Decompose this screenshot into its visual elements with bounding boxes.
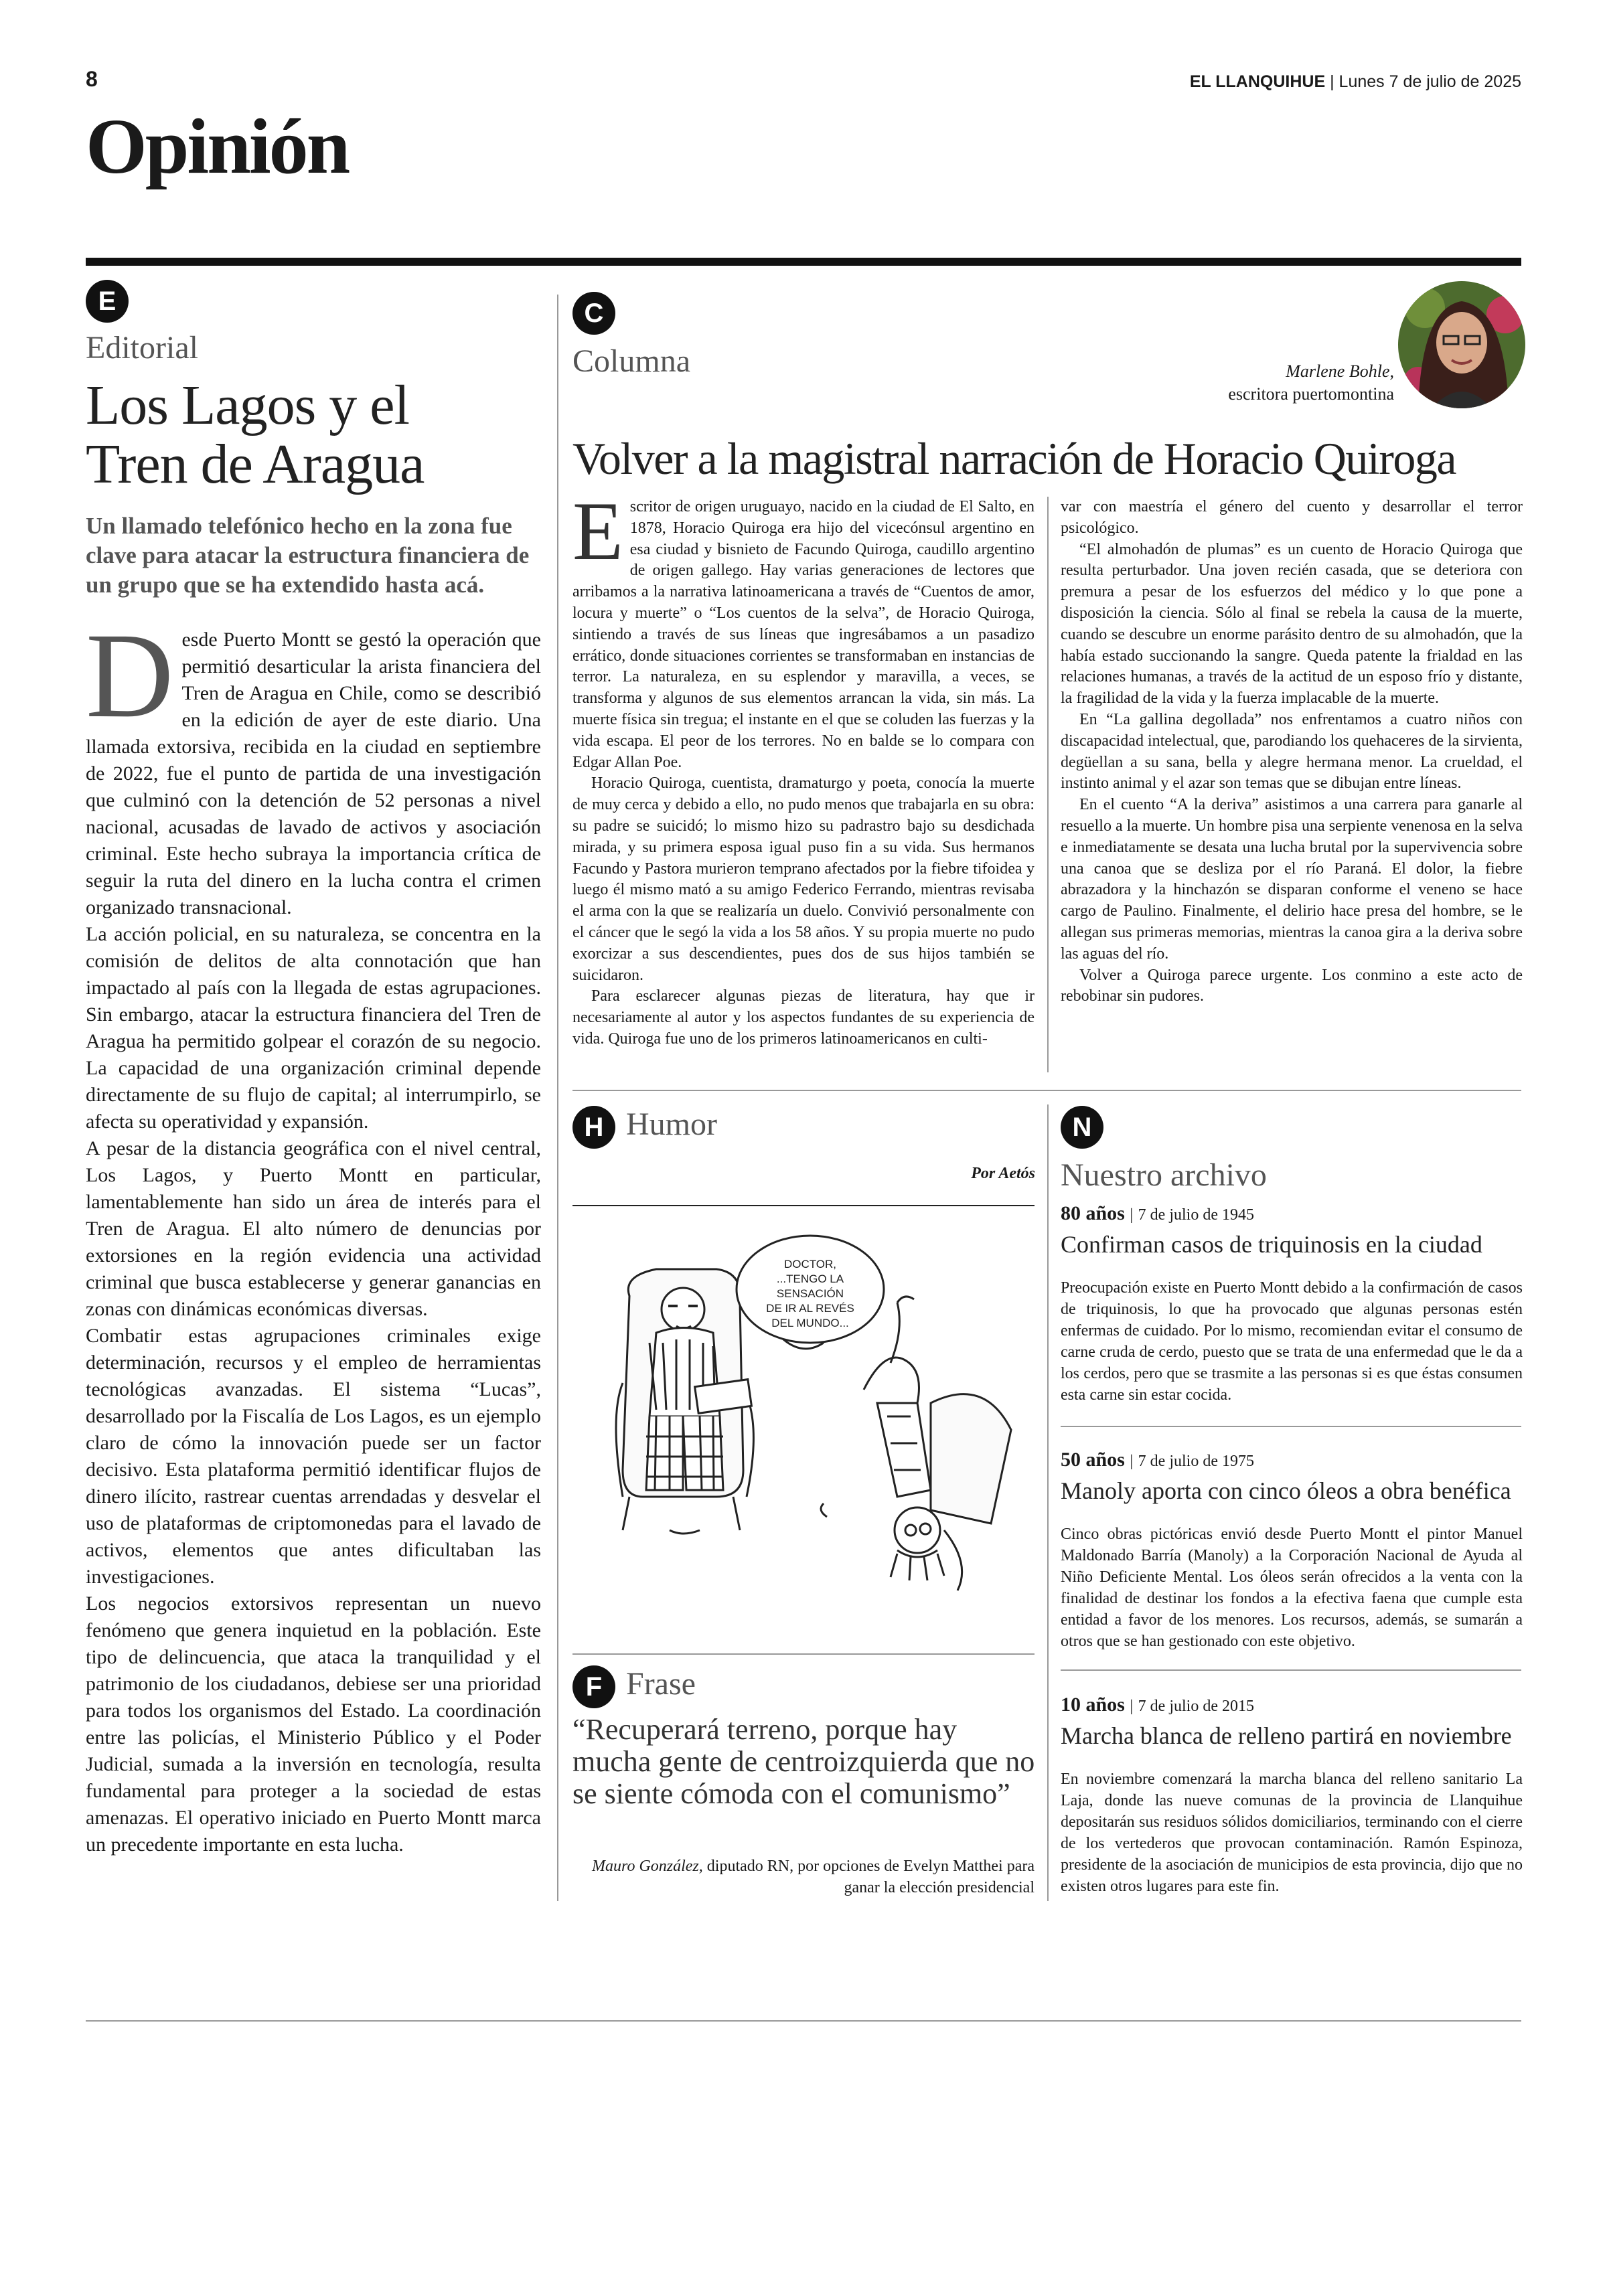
column-inner-divider [1047, 497, 1049, 1072]
column-paragraph: var con maestría el género del cuento y desarrollar el terror psicológico. [1061, 498, 1523, 537]
column-badge: C [572, 292, 615, 335]
column-paragraph: Volver a Quiroga parece urgente. Los conmino a este acto de rebobinar sin pudores. [1061, 966, 1523, 1005]
archive-headline: Confirman casos de triquinosis en la ciudad [1061, 1231, 1482, 1258]
humor-archive-divider [1047, 1104, 1049, 1901]
cartoon-top-rule [572, 1205, 1035, 1206]
cartoon-speech-line: DOCTOR, [783, 1258, 837, 1270]
humor-credit: Por Aetós [971, 1165, 1035, 1182]
archive-years: 10 años [1061, 1694, 1125, 1716]
frase-kicker: Frase [626, 1666, 696, 1702]
column-headline: Volver a la magistral narración de Horacio Quiroga [572, 433, 1456, 484]
frase-context: diputado RN, por opciones de Evelyn Matthei para ganar la elección presidencial [702, 1858, 1035, 1896]
editorial-badge: E [86, 280, 129, 323]
archive-date: 7 de julio de 1945 [1138, 1206, 1254, 1224]
column-paragraph: Para esclarecer algunas piezas de literatura, hay que ir necesariamente al autor y los aspectos fundantes de su experiencia de vida. Quiroga fue uno de los primeros latinoamericanos en culti- [572, 987, 1035, 1048]
archive-years: 80 años [1061, 1202, 1125, 1224]
column-bottom-rule [572, 1090, 1521, 1091]
cartoon-speech-line: SENSACIÓN [776, 1287, 844, 1300]
column-body-right [1061, 497, 1523, 1007]
archive-kicker: Nuestro archivo [1061, 1157, 1267, 1193]
editorial-deck: Un llamado telefónico hecho en la zona fue clave para atacar la estructura financiera de un grupo que se ha extendido hasta acá. [86, 513, 530, 598]
column-author [1228, 360, 1394, 406]
archive-date: 7 de julio de 2015 [1138, 1698, 1254, 1715]
archive-body: Cinco obras pictóricas envió desde Puerto Montt el pintor Manuel Maldonado Barría (Manoly) a la Corporación Nacional de Ayuda al Niño Deficiente Mental. Los óleos serán ofrecidos a la venta con la finalidad de destinar los fondos a la efectiva faena que cumple esta entidad a favor de los menores. Los recursos, además, se sumarán a otros que se han gestionado con este objetivo. [1061, 1526, 1523, 1650]
editorial-kicker: Editorial [86, 330, 198, 365]
masthead [1190, 72, 1521, 92]
humor-kicker: Humor [626, 1106, 717, 1142]
editorial-body [86, 608, 541, 1858]
frase-author: Mauro González, [592, 1858, 703, 1875]
column-paragraph: Horacio Quiroga, cuentista, dramaturgo y poeta, conocía la muerte de muy cerca y debido a ello, no pudo menos que trabajarla en su obra: su padre se suicidó; lo mismo hizo su padrastro bajo su desdichada mirada, y su primera esposa igual puso fin a su vida. Sus hermanos Facundo y Pastora murieron temprano afectados por la fiebre tifoidea y luego él mismo mató a su amigo Federico Ferrando, mientras revisaba el arma con la que se realizaría un duelo. Convivió personalmente con el cáncer que le segó la vida a los 58 años. Y su propia muerte no pudo exorcizar a sus descendientes, pues dos de sus hijos también se suicidaron. [572, 774, 1035, 984]
archive-rule [1061, 1426, 1521, 1427]
frase-attribution [572, 1856, 1035, 1898]
archive-badge: N [1061, 1106, 1103, 1149]
author-photo [1398, 281, 1525, 408]
editorial-first-text: esde Puerto Montt se gestó la operación que permitió desarticular la arista financiera del Tren de Aragua en Chile, como se describió en la edición de ayer de este diario. Una llamada extorsiva, recibida en la ciudad en septiembre de 2022, fue el punto de partida de una investigación que culminó con la detención de 52 personas a nivel nacional, acusadas de lavado de activos y asociación criminal. Este hecho subraya la importancia crítica de seguir la ruta del dinero en la lucha contra el crimen organizado transnacional. [86, 629, 541, 918]
top-rule [86, 258, 1521, 266]
cartoon-speech-line: DE IR AL REVÉS [766, 1302, 854, 1315]
archive-entry-years: 80 años | 7 de julio de 1945 [1061, 1202, 1254, 1224]
column-paragraph: En “La gallina degollada” nos enfrentamos a cuatro niños con discapacidad intelectual, que, parodiando los quehaceres de la sirvienta, degüellan a su sana, bella y alegre hermana menor. La crueldad, el instinto animal y el azar son temas que se dibujan entre líneas. [1061, 710, 1523, 793]
frase-top-rule [572, 1653, 1035, 1655]
page-number: 8 [86, 67, 98, 91]
editorial-paragraph: La acción policial, en su naturaleza, se concentra en la comisión de delitos de alta connotación que han impactado al país con la llegada de estas agrupaciones. Sin embargo, atacar la estructura financiera del Tren de Aragua ha permitido golpear el corazón de su negocio. La capacidad de una organización criminal depende directamente de su flujo de capital; al interrumpirlo, se afecta su operatividad y expansión. [86, 923, 541, 1133]
cartoon-speech-line: ...TENGO LA [776, 1273, 844, 1285]
editorial-headline: Los Lagos y el Tren de Aragua [86, 374, 425, 495]
column-first-text: scritor de origen uruguayo, nacido en la ciudad de El Salto, en 1878, Horacio Quiroga era hijo del vicecónsul argentino en esa ciudad y bisnieto de Facundo Quiroga, caudillo argentino de origen gallego. Hay varias generaciones de lectores que arribamos a la narrativa latinoamericana a través de “Cuentos de amor, locura y muerte” o “Los cuentos de la selva”, de Horacio Quiroga, sintiendo a través de sus líneas que ingresábamos a un pasadizo errático, donde situaciones corrientes se transformaban en instancias de terror. La naturaleza, en su esplendor y maravilla, a veces, se transforma y algunos de sus elementos arrancan la vida, sin más. La muerte física sin tregua; el instante en el que se coluden las fuerzas y la vida escapa. El peor de los terrores. No en balde se lo compara con Edgar Allan Poe. [572, 498, 1035, 771]
frase-badge: F [572, 1665, 615, 1708]
editorial-paragraph: Combatir estas agrupaciones criminales exige determinación, recursos y el empleo de herramientas tecnológicas avanzadas. El sistema “Lucas”, desarrollado por la Fiscalía de Los Lagos, es un ejemplo claro de cómo la innovación puede ser un factor decisivo. Esta plataforma permitió identificar flujos de dinero ilícito, rastrear cuentas arrendadas y desvelar el uso de plataformas de criptomonedas para el lavado de activos, elementos que antes dificultaban las investigaciones. [86, 1325, 541, 1588]
cartoon-drawing [583, 1216, 1031, 1657]
archive-headline: Manoly aporta con cinco óleos a obra benéfica [1061, 1477, 1511, 1504]
archive-years: 50 años [1061, 1449, 1125, 1471]
archive-body: Preocupación existe en Puerto Montt debido a la confirmación de casos de triquinosis, lo que ha provocado que algunas personas estén enfermas de cuidado. Por lo mismo, recomiendan evitar el consumo de carne cruda de cerdo, puesto que se trata de una enfermedad que le da a los cerdos, pero que se trasmite a las personas si es que éstas consumen esta carne sin estar cocida. [1061, 1279, 1523, 1404]
archive-rule [1061, 1669, 1521, 1671]
editorial-paragraph: A pesar de la distancia geográfica con el nivel central, Los Lagos, y Puerto Montt en particular, lamentablemente han sido un área de interés para el Tren de Aragua. El alto número de denuncias por extorsiones en la región evidencia una actividad criminal que busca establecerse y generar ganancias en zonas con dinámicas económicas diversas. [86, 1137, 541, 1320]
section-title: Opinión [86, 102, 349, 190]
archive-body: En noviembre comenzará la marcha blanca del relleno sanitario La Laja, donde las nueve comunas de la provincia de Llanquihue depositarán sus residuos sólidos domiciliarios, terminando con el cierre de los vertederos que provocan contaminación. Ramón Espinoza, presidente de la asociación de municipios de esta provincia, dijo que no existen otros lugares para este fin. [1061, 1771, 1523, 1895]
archive-headline: Marcha blanca de relleno partirá en noviembre [1061, 1722, 1512, 1749]
column-paragraph [572, 485, 1035, 773]
column-dropcap: E [572, 485, 623, 577]
editorial-dropcap: D [86, 608, 174, 743]
column-divider [557, 295, 558, 1901]
column-kicker: Columna [572, 343, 690, 379]
column-body-left [572, 485, 1035, 1050]
paper-name: EL LLANQUIHUE [1189, 72, 1326, 91]
humor-badge: H [572, 1106, 615, 1149]
masthead-separator: | [1330, 72, 1334, 91]
author-name: Marlene Bohle, [1286, 361, 1394, 381]
editorial-paragraph [86, 608, 541, 921]
frase-quote: “Recuperará terreno, porque hay mucha gente de centroizquierda que no se siente cómoda con el comunismo” [572, 1713, 1035, 1810]
archive-date: 7 de julio de 1975 [1138, 1453, 1254, 1470]
archive-entry-years: 10 años | 7 de julio de 2015 [1061, 1694, 1254, 1716]
issue-date: Lunes 7 de julio de 2025 [1338, 72, 1521, 91]
bottom-rule [86, 2020, 1521, 2022]
author-role: escritora puertomontina [1228, 384, 1394, 404]
archive-entry-years: 50 años | 7 de julio de 1975 [1061, 1449, 1254, 1471]
humor-cartoon [583, 1216, 1031, 1657]
cartoon-speech-line: DEL MUNDO... [771, 1317, 849, 1329]
editorial-paragraph: Los negocios extorsivos representan un nuevo fenómeno que genera inquietud en la población. Este tipo de delincuencia, que ataca la tranquilidad y el patrimonio de los ciudadanos, debiese ser una prioridad para todos los organismos del Estado. La coordinación entre las policías, el Ministerio Público y el Poder Judicial, sumada a la inversión en tecnología, resulta fundamental para proteger a la sociedad de estas amenazas. El operativo iniciado en Puerto Montt marca un precedente importante en esta lucha. [86, 1592, 541, 1856]
column-paragraph: En el cuento “A la deriva” asistimos a una carrera para ganarle al resuello a la muerte. Un hombre pisa una serpiente venenosa en la selva e inmediatamente se desata una lucha brutal por la supervivencia sobre una canoa que se desliza por el río Paraná. El dolor, la fiebre abrazadora y la hinchazón se disparan conforme el veneno se hace cargo de Paulino. Finalmente, el delirio hace presa del hombre, se le allegan sus primeras memorias, mientras la canoa gira a la deriva sobre las aguas del río. [1061, 796, 1523, 963]
column-paragraph: “El almohadón de plumas” es un cuento de Horacio Quiroga que resulta perturbador. Una joven recién casada, que se deteriora con premura a pesar de los esfuerzos del médico y lo que pone a disposición la ciencia. Sólo al final se rebela la causa de la muerte, cuando se descubre un enorme parásito dentro de su almohadón, que la había estado succionando la sangre. Queda patente la frialdad en las relaciones humanas, a través de la actitud de un esposo frío y distante, la fragilidad de la vida y la fuerza implacable de la muerte. [1061, 540, 1523, 708]
